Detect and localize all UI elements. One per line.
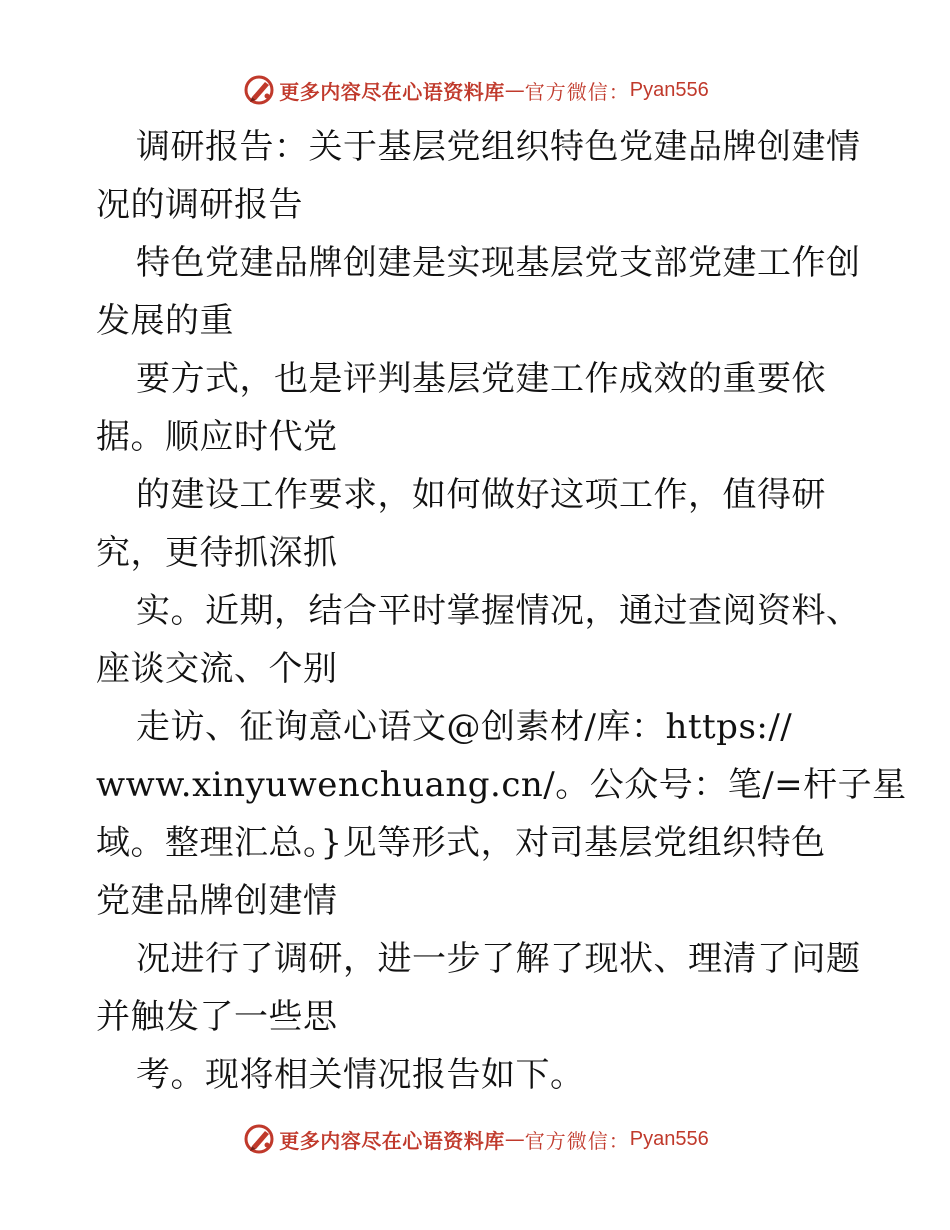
body-text-line: 的建设工作要求，如何做好这项工作，值得研: [136, 475, 826, 515]
footer-banner-separator: —: [504, 1127, 525, 1151]
pen-logo-icon: [241, 1121, 277, 1157]
body-text-line: 调研报告：关于基层党组织特色党建品牌创建情: [136, 127, 861, 167]
body-text-line: 党建品牌创建情: [96, 881, 338, 921]
body-text-line: 要方式，也是评判基层党建工作成效的重要依: [136, 359, 826, 399]
body-text-line: 况的调研报告: [96, 185, 303, 225]
footer-banner-text: 更多内容尽在心语资料库: [279, 1128, 505, 1153]
footer-wechat-id: Pyan556: [629, 1127, 709, 1150]
footer-wechat-label: 官方微信：: [524, 1128, 630, 1153]
header-wechat-id: Pyan556: [629, 78, 709, 101]
body-text-line: 并触发了一些思: [96, 997, 338, 1037]
body-text-line: www.xinyuwenchuang.cn/。公众号：笔/=杆子星: [96, 765, 907, 805]
document-body: [96, 118, 907, 1104]
pen-logo-icon: [241, 72, 277, 108]
body-text-line: 况进行了调研，进一步了解了现状、理清了问题: [136, 939, 861, 979]
header-banner: [0, 68, 950, 112]
header-wechat-label: 官方微信：: [524, 79, 630, 104]
header-banner-text: 更多内容尽在心语资料库: [279, 79, 505, 104]
body-text-line: 域。整理汇总。}见等形式，对司基层党组织特色: [96, 823, 826, 863]
body-text-line: 走访、征询意心语文@创素材/库：https://: [136, 707, 793, 747]
body-text-line: 发展的重: [96, 301, 234, 341]
header-banner-separator: —: [504, 78, 525, 102]
body-text-line: 究，更待抓深抓: [96, 533, 338, 573]
body-text-line: 实。近期，结合平时掌握情况，通过查阅资料、: [136, 591, 861, 631]
body-text-line: 座谈交流、个别: [96, 649, 338, 689]
footer-banner: [0, 1117, 950, 1161]
body-text-line: 特色党建品牌创建是实现基层党支部党建工作创: [136, 243, 861, 283]
body-text-line: 据。顺应时代党: [96, 417, 338, 457]
body-text-line: 考。现将相关情况报告如下。: [136, 1055, 585, 1095]
